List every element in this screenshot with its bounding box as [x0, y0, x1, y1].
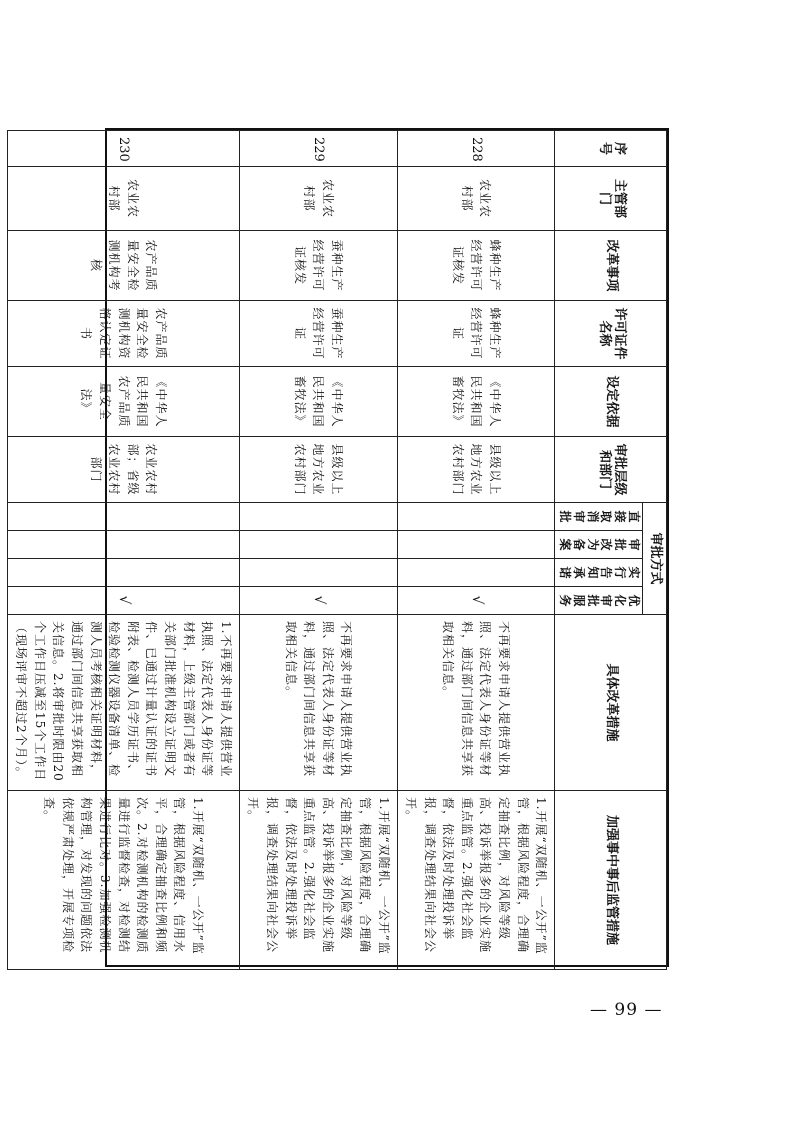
row-level: 农业农村部；省级农业农村部门 — [7, 437, 239, 503]
row-reform: 1.不再要求申请人提供营业执照、法定代表人身份证等材料，上级主管部门或者有关部门批准机构设立证明文件、已通过计量认证的证书附表、检测人员学历证书、检验检测仪器设备清单、检测人员考核相关证明材料，通过部门间信息共享获取相关信息。2.将审批时限由20个工作日压减至15个工作日（现场评审不超过2个月）。 — [7, 615, 239, 791]
row-dept: 农业农村部 — [7, 167, 239, 231]
table-row — [397, 131, 555, 970]
row-notify — [397, 559, 555, 587]
check-mark: √ — [239, 587, 397, 615]
row-license: 蚕种生产经营许可证 — [239, 301, 397, 367]
header-dept: 主管部门 — [555, 167, 667, 231]
header-supervision: 加强事中事后监管措施 — [555, 791, 667, 970]
row-basis: 《中华人民共和国畜牧法》 — [397, 367, 555, 437]
header-seq: 序号 — [555, 131, 667, 167]
header-license: 许可证件名称 — [555, 301, 667, 367]
row-reform: 不再要求申请人提供营业执照、法定代表人身份证等材料，通过部门间信息共享获取相关信息。 — [397, 615, 555, 791]
header-basis: 设定依据 — [555, 367, 667, 437]
row-cancel — [397, 503, 555, 531]
header-method: 审批方式 — [643, 503, 667, 615]
table-row — [7, 131, 239, 970]
row-license: 蜂种生产经营许可证 — [397, 301, 555, 367]
row-record — [7, 531, 239, 559]
header-sub-cancel: 直接取消审批 — [555, 503, 643, 531]
row-level: 县级以上地方农业农村部门 — [239, 437, 397, 503]
row-basis: 《中华人民共和国农产品质量安全法》 — [7, 367, 239, 437]
row-dept: 农业农村部 — [239, 167, 397, 231]
row-notify — [239, 559, 397, 587]
header-sub-record: 审批改为备案 — [555, 531, 643, 559]
row-dept: 农业农村部 — [397, 167, 555, 231]
row-license: 农产品质量安全检测机构资格认定证书 — [7, 301, 239, 367]
row-reform: 不再要求申请人提供营业执照、法定代表人身份证等材料，通过部门间信息共享获取相关信息。 — [239, 615, 397, 791]
row-notify — [7, 559, 239, 587]
header-reform: 具体改革措施 — [555, 615, 667, 791]
row-seq: 228 — [397, 131, 555, 167]
header-sub-notify: 实行告知承诺 — [555, 559, 643, 587]
row-supervision: 1.开展“双随机、一公开”监管，根据风险程度，合理确定抽查比例，对风险等级高、投诉举报多的企业实施重点监管。2.强化社会监督，依法及时处理投诉举报，调查处理结果向社会公开。 — [239, 791, 397, 970]
row-item: 蚕种生产经营许可证核发 — [239, 231, 397, 301]
row-basis: 《中华人民共和国畜牧法》 — [239, 367, 397, 437]
check-mark: √ — [397, 587, 555, 615]
row-seq: 229 — [239, 131, 397, 167]
header-item: 改革事项 — [555, 231, 667, 301]
row-level: 县级以上地方农业农村部门 — [397, 437, 555, 503]
row-item: 蜂种生产经营许可证核发 — [397, 231, 555, 301]
row-cancel — [239, 503, 397, 531]
check-mark: √ — [7, 587, 239, 615]
row-record — [239, 531, 397, 559]
row-cancel — [7, 503, 239, 531]
row-supervision: 1.开展“双随机、一公开”监管，根据风险程度，合理确定抽查比例，对风险等级高、投诉举报多的企业实施重点监管。2.强化社会监督，依法及时处理投诉举报，调查处理结果向社会公开。 — [397, 791, 555, 970]
rotated-table-frame — [14, 128, 669, 967]
approval-reform-table — [7, 130, 667, 970]
header-sub-optimize: 优化审批服务 — [555, 587, 643, 615]
row-item: 农产品质量安全检测机构考核 — [7, 231, 239, 301]
page-number: — 99 — — [590, 1000, 663, 1020]
row-supervision: 1.开展“双随机、一公开”监管，根据风险程度、信用水平，合理确定抽查比例和频次。2.对检测机构的检测质量进行监督检查，对检测结果进行比对。3.加强检测机构管理，对发现的问题依法依规严肃处理，开展专项检查。 — [7, 791, 239, 970]
table-row — [239, 131, 397, 970]
row-seq: 230 — [7, 131, 239, 167]
row-record — [397, 531, 555, 559]
header-level: 审批层级和部门 — [555, 437, 667, 503]
